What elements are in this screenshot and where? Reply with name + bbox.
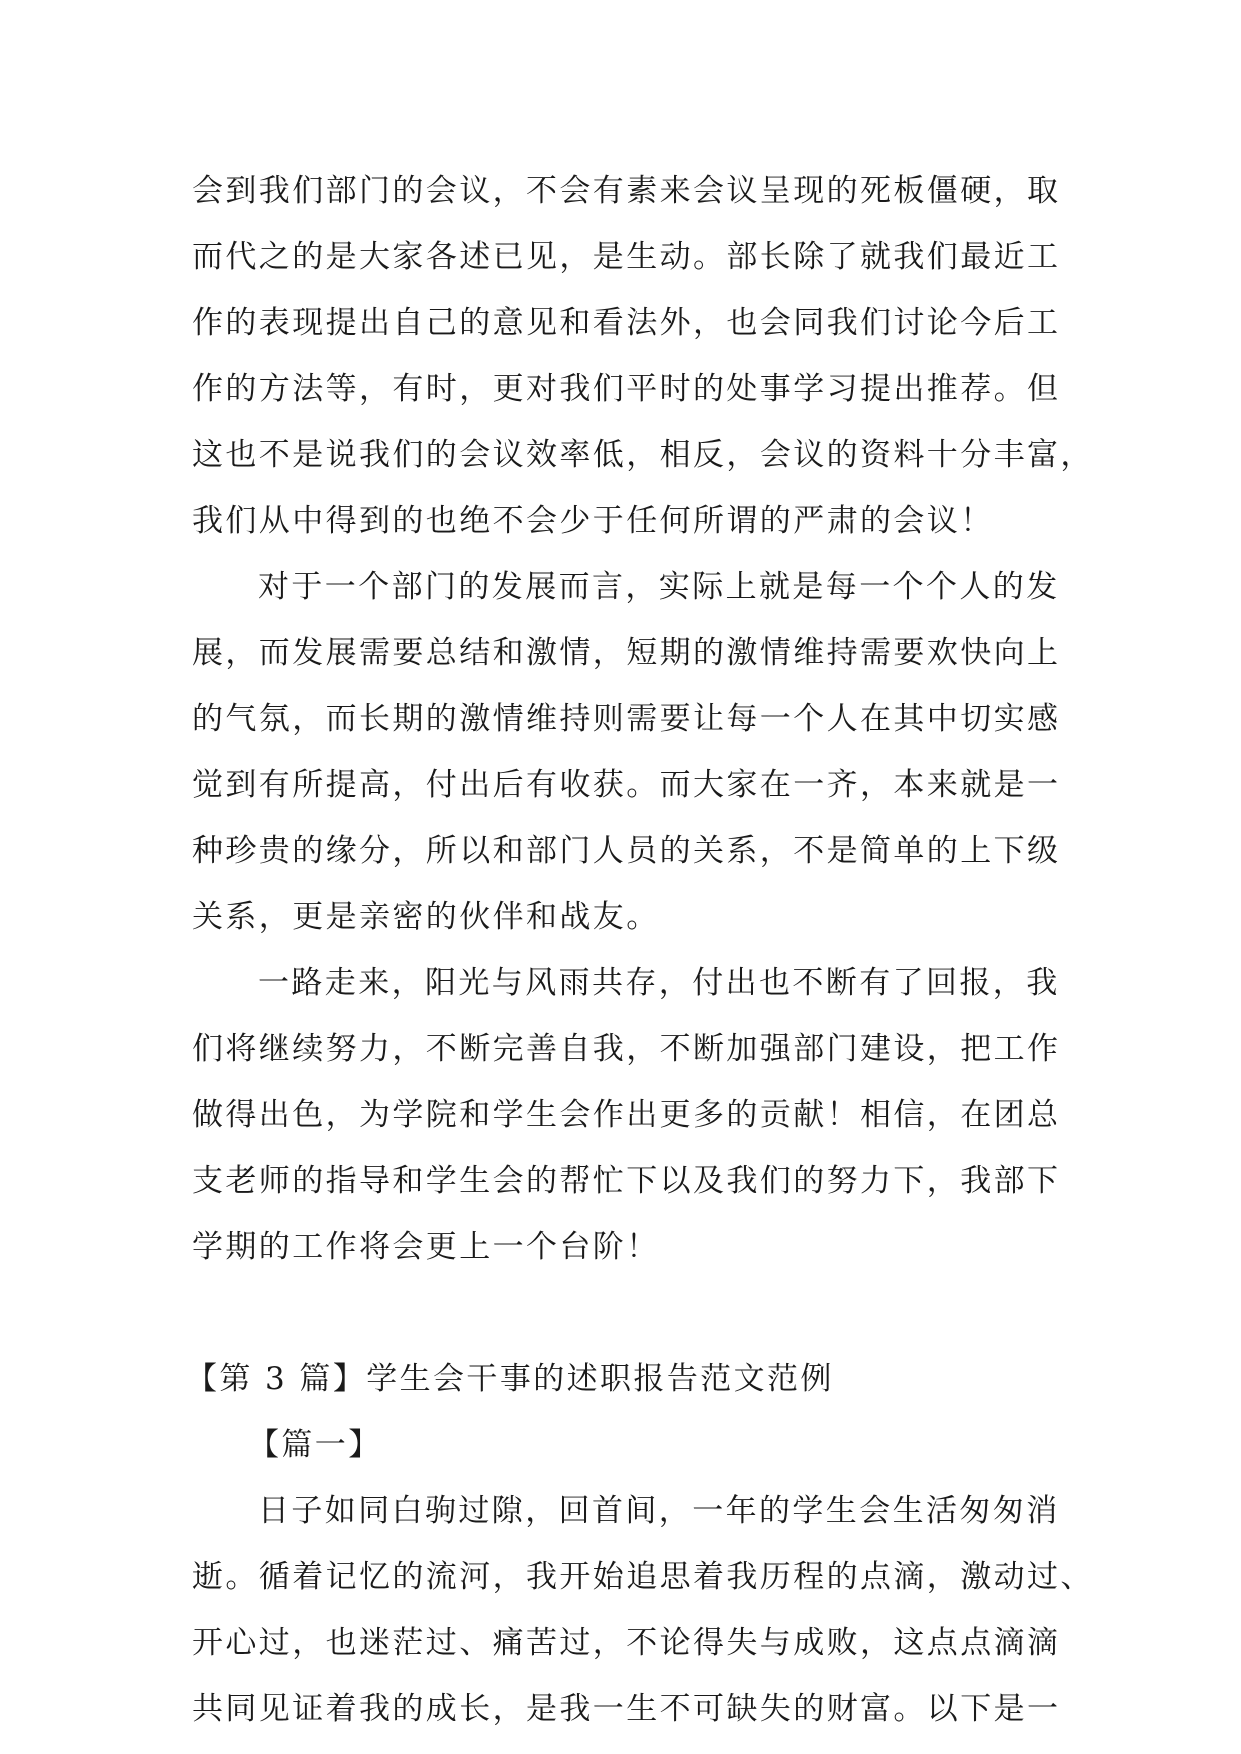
- text-line: 展，而发展需要总结和激情，短期的激情维持需要欢快向上: [192, 635, 1061, 671]
- section-title: 【第 3 篇】学生会干事的述职报告范文范例: [186, 1361, 834, 1397]
- text-line: 一路走来，阳光与风雨共存，付出也不断有了回报，我: [258, 965, 1060, 1001]
- text-line: 我们从中得到的也绝不会少于任何所谓的严肃的会议！: [192, 503, 994, 539]
- text-line: 种珍贵的缘分，所以和部门人员的关系，不是简单的上下级: [192, 833, 1061, 869]
- text-line: 逝。循着记忆的流河，我开始追思着我历程的点滴，激动过、: [192, 1559, 1094, 1595]
- section-subtitle: 【篇一】: [248, 1427, 382, 1463]
- text-line: 学期的工作将会更上一个台阶！: [192, 1229, 660, 1265]
- text-line: 支老师的指导和学生会的帮忙下以及我们的努力下，我部下: [192, 1163, 1061, 1199]
- text-line: 共同见证着我的成长，是我一生不可缺失的财富。以下是一: [192, 1691, 1061, 1727]
- text-line: 对于一个部门的发展而言，实际上就是每一个个人的发: [258, 569, 1060, 605]
- text-line: 作的表现提出自己的意见和看法外，也会同我们讨论今后工: [192, 305, 1061, 341]
- text-line: 们将继续努力，不断完善自我，不断加强部门建设，把工作: [192, 1031, 1061, 1067]
- paragraph-development: [192, 554, 1060, 950]
- text-line: 开心过，也迷茫过、痛苦过，不论得失与成败，这点点滴滴: [192, 1625, 1061, 1661]
- text-line: 会到我们部门的会议，不会有素来会议呈现的死板僵硬，取: [192, 173, 1061, 209]
- text-line: 觉到有所提高，付出后有收获。而大家在一齐，本来就是一: [192, 767, 1061, 803]
- text-line: 而代之的是大家各述已见，是生动。部长除了就我们最近工: [192, 239, 1061, 275]
- text-line: 这也不是说我们的会议效率低，相反，会议的资料十分丰富，: [192, 437, 1094, 473]
- text-line: 日子如同白驹过隙，回首间，一年的学生会生活匆匆消: [258, 1493, 1060, 1529]
- paragraph-conclusion: [192, 950, 1060, 1280]
- text-line: 的气氛，而长期的激情维持则需要让每一个人在其中切实感: [192, 701, 1061, 737]
- text-line: 关系，更是亲密的伙伴和战友。: [192, 899, 660, 935]
- text-line: 做得出色，为学院和学生会作出更多的贡献！相信，在团总: [192, 1097, 1061, 1133]
- section-spacer: [192, 1280, 1060, 1346]
- paragraph-meetings: [192, 158, 1094, 554]
- text-line: 作的方法等，有时，更对我们平时的处事学习提出推荐。但: [192, 371, 1061, 407]
- document-page: [186, 158, 1094, 1742]
- paragraph-section-intro: [192, 1478, 1094, 1742]
